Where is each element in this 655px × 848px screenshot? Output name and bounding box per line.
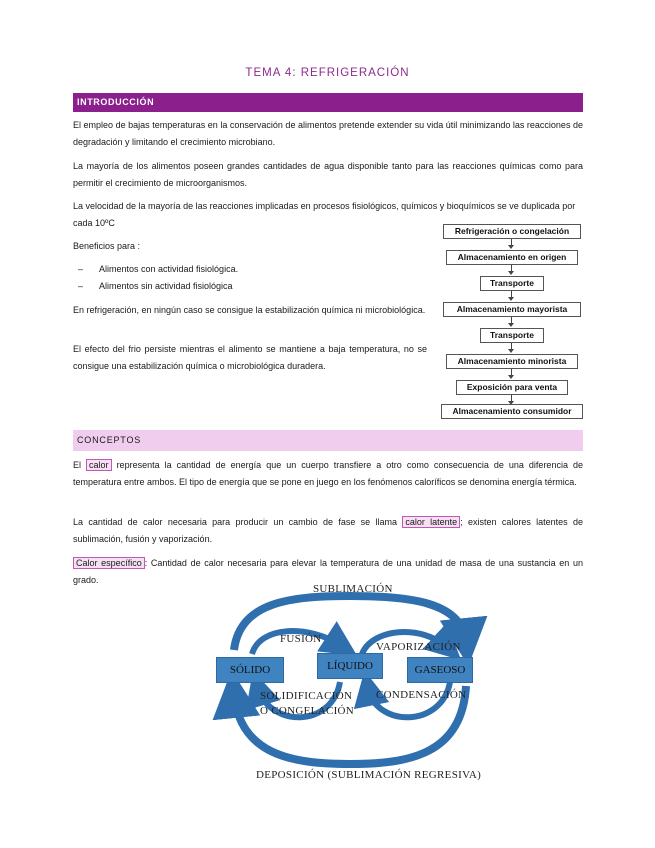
flow-arrow xyxy=(511,265,512,272)
bullet-dash: – xyxy=(78,264,84,274)
flow-step: Exposición para venta xyxy=(456,380,568,395)
concept-latent-heat xyxy=(73,514,583,548)
state-gaseoso: GASEOSO xyxy=(407,657,473,683)
intro-heading: INTRODUCCIÓN xyxy=(73,93,583,112)
flow-step: Almacenamiento en origen xyxy=(446,250,578,265)
label-deposicion: DEPOSICIÓN (SUBLIMACIÓN REGRESIVA) xyxy=(256,769,482,781)
concept-heat-text: representa la cantidad de energía que un cuerpo transfiere a otro como consecuencia de una diferencia de temperatura entre ambos. El tipo de energía que se pone en juego en los fenómenos caloríficos se denomina energía térmica. xyxy=(73,460,583,487)
concept-specific-text: : Cantidad de calor necesaria para elevar la temperatura de una unidad de masa de una sustancia en un grado. xyxy=(73,558,583,585)
concept-latent-pre: La cantidad de calor necesaria para producir un cambio de fase se llama xyxy=(73,517,397,527)
intro-paragraph-3-line-1: La velocidad de la mayoría de las reacciones implicadas en procesos fisiológicos, químicos y bioquímicos se ve duplicada por xyxy=(73,201,576,211)
flow-step: Almacenamiento consumidor xyxy=(441,404,583,419)
flow-arrow xyxy=(511,343,512,350)
flow-step: Almacenamiento mayorista xyxy=(443,302,581,317)
flow-arrow xyxy=(511,291,512,298)
state-liquido: LÍQUIDO xyxy=(317,653,383,679)
page-title: TEMA 4: REFRIGERACIÓN xyxy=(245,67,410,79)
flow-arrow xyxy=(511,239,512,246)
label-sublimacion: SUBLIMACIÓN xyxy=(313,583,393,595)
flow-arrow xyxy=(511,369,512,376)
intro-paragraph-5: El efecto del frio persiste mientras el alimento se mantiene a baja temperatura, no se consigue una estabilización química o microbiológica duradera. xyxy=(73,344,427,371)
highlight-calor: calor xyxy=(86,459,112,471)
flow-arrow xyxy=(511,317,512,324)
intro-paragraph-3-line-2: cada 10ºC xyxy=(73,218,115,228)
intro-paragraph-1: El empleo de bajas temperaturas en la conservación de alimentos pretende extender su vida útil minimizando las reacciones de degradación y limitando el crecimiento microbiano. xyxy=(73,120,583,147)
intro-paragraph-2: La mayoría de los alimentos poseen grandes cantidades de agua disponible tanto para las reacciones químicas como para permitir el crecimiento de microorganismos. xyxy=(73,161,583,188)
flow-step: Transporte xyxy=(480,328,544,343)
concept-latent-text: ; existen calores latentes de sublimación, fusión y vaporización. xyxy=(73,517,584,544)
highlight-calor-especifico: Calor específico xyxy=(73,557,145,569)
bullet-item: Alimentos con actividad fisiológica. xyxy=(99,264,239,274)
cold-chain-flowchart xyxy=(440,224,582,420)
concept-heat-pre: El xyxy=(73,460,82,470)
bullet-dash: – xyxy=(78,281,84,291)
concept-heat xyxy=(73,457,583,491)
concepts-heading: CONCEPTOS xyxy=(73,430,583,451)
benefits-label: Beneficios para : xyxy=(73,241,141,251)
flow-step: Refrigeración o congelación xyxy=(443,224,581,239)
state-solido: SÓLIDO xyxy=(216,657,284,683)
phase-change-diagram xyxy=(200,578,500,788)
flow-step: Almacenamiento minorista xyxy=(446,354,578,369)
label-fusion: FUSIÓN xyxy=(280,633,322,645)
label-vaporizacion: VAPORIZACIÓN xyxy=(376,641,461,653)
intro-paragraph-4: En refrigeración, en ningún caso se consigue la estabilización química ni microbiológica. xyxy=(73,305,426,315)
flow-arrow xyxy=(511,395,512,402)
label-solidificacion: SOLIDIFICACIÓN xyxy=(260,690,353,702)
label-congelacion: O CONGELACIÓN xyxy=(260,705,355,717)
label-condensacion: CONDENSACIÓN xyxy=(376,689,467,701)
phase-arrows-svg xyxy=(200,578,500,788)
highlight-calor-latente: calor latente xyxy=(402,516,460,528)
bullet-item: Alimentos sin actividad fisiológica xyxy=(99,281,233,291)
flow-step: Transporte xyxy=(480,276,544,291)
